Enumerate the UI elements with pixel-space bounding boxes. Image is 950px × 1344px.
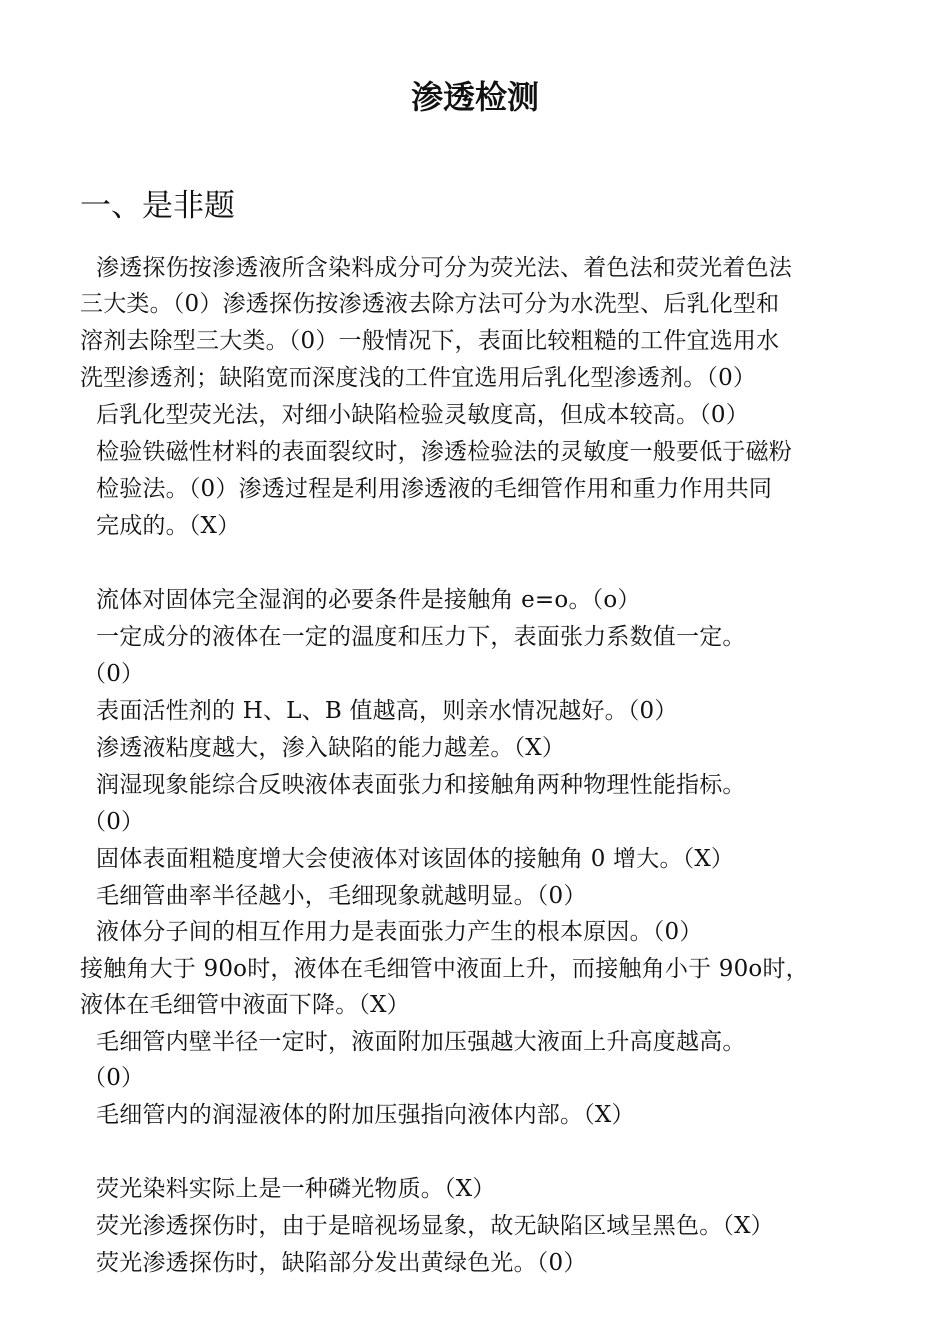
text-line: 完成的。（X） [96, 513, 241, 539]
page-title: 渗透检测 [410, 78, 539, 116]
text-line: 毛细管内的润湿液体的附加压强指向液体内部。（X） [96, 1102, 635, 1128]
text-line: 液体在毛细管中液面下降。（X） [80, 992, 410, 1018]
text-line: 毛细管曲率半径越小，毛细现象就越明显。（0） [96, 883, 587, 909]
text-line: 渗透液粘度越大，渗入缺陷的能力越差。（X） [96, 735, 566, 761]
text-line: 毛细管内壁半径一定时，液面附加压强越大液面上升高度越高。 [96, 1029, 746, 1055]
text-line: （0） [83, 1065, 145, 1091]
text-line: 一定成分的液体在一定的温度和压力下，表面张力系数值一定。 [96, 624, 746, 650]
text-line: 渗透探伤按渗透液所含染料成分可分为荧光法、着色法和荧光着色法 [96, 255, 792, 281]
text-line: 溶剂去除型三大类。（0）一般情况下，表面比较粗糙的工件宜选用水 [80, 328, 780, 354]
text-line: 荧光染料实际上是一种磷光物质。（X） [96, 1176, 496, 1202]
text-line: 液体分子间的相互作用力是表面张力产生的根本原因。（0） [96, 919, 703, 945]
text-line: 三大类。（0）渗透探伤按渗透液去除方法可分为水洗型、后乳化型和 [80, 291, 780, 317]
text-line: 润湿现象能综合反映液体表面张力和接触角两种物理性能指标。 [96, 772, 746, 798]
text-line: 流体对固体完全湿润的必要条件是接触角 e=o。（o） [96, 587, 641, 613]
text-line: 洗型渗透剂；缺陷宽而深度浅的工件宜选用后乳化型渗透剂。（0） [80, 365, 757, 391]
text-line: 荧光渗透探伤时，由于是暗视场显象，故无缺陷区域呈黑色。（X） [96, 1213, 774, 1239]
text-line: 检验法。（0）渗透过程是利用渗透液的毛细管作用和重力作用共同 [96, 476, 773, 502]
section-heading: 一、是非题 [80, 188, 235, 224]
text-line: （0） [83, 809, 145, 835]
text-line: 后乳化型荧光法，对细小缺陷检验灵敏度高，但成本较高。（0） [96, 402, 749, 428]
text-line: 接触角大于 90o时，液体在毛细管中液面上升，而接触角小于 90o时， [80, 956, 809, 982]
text-line: 固体表面粗糙度增大会使液体对该固体的接触角 0 增大。（X） [96, 846, 735, 872]
text-line: 检验铁磁性材料的表面裂纹时，渗透检验法的灵敏度一般要低于磁粉 [96, 439, 792, 465]
text-line: （0） [83, 661, 145, 687]
text-line: 荧光渗透探伤时，缺陷部分发出黄绿色光。（0） [96, 1250, 587, 1276]
text-line: 表面活性剂的 H、L、B 值越高，则亲水情况越好。（0） [96, 698, 678, 724]
